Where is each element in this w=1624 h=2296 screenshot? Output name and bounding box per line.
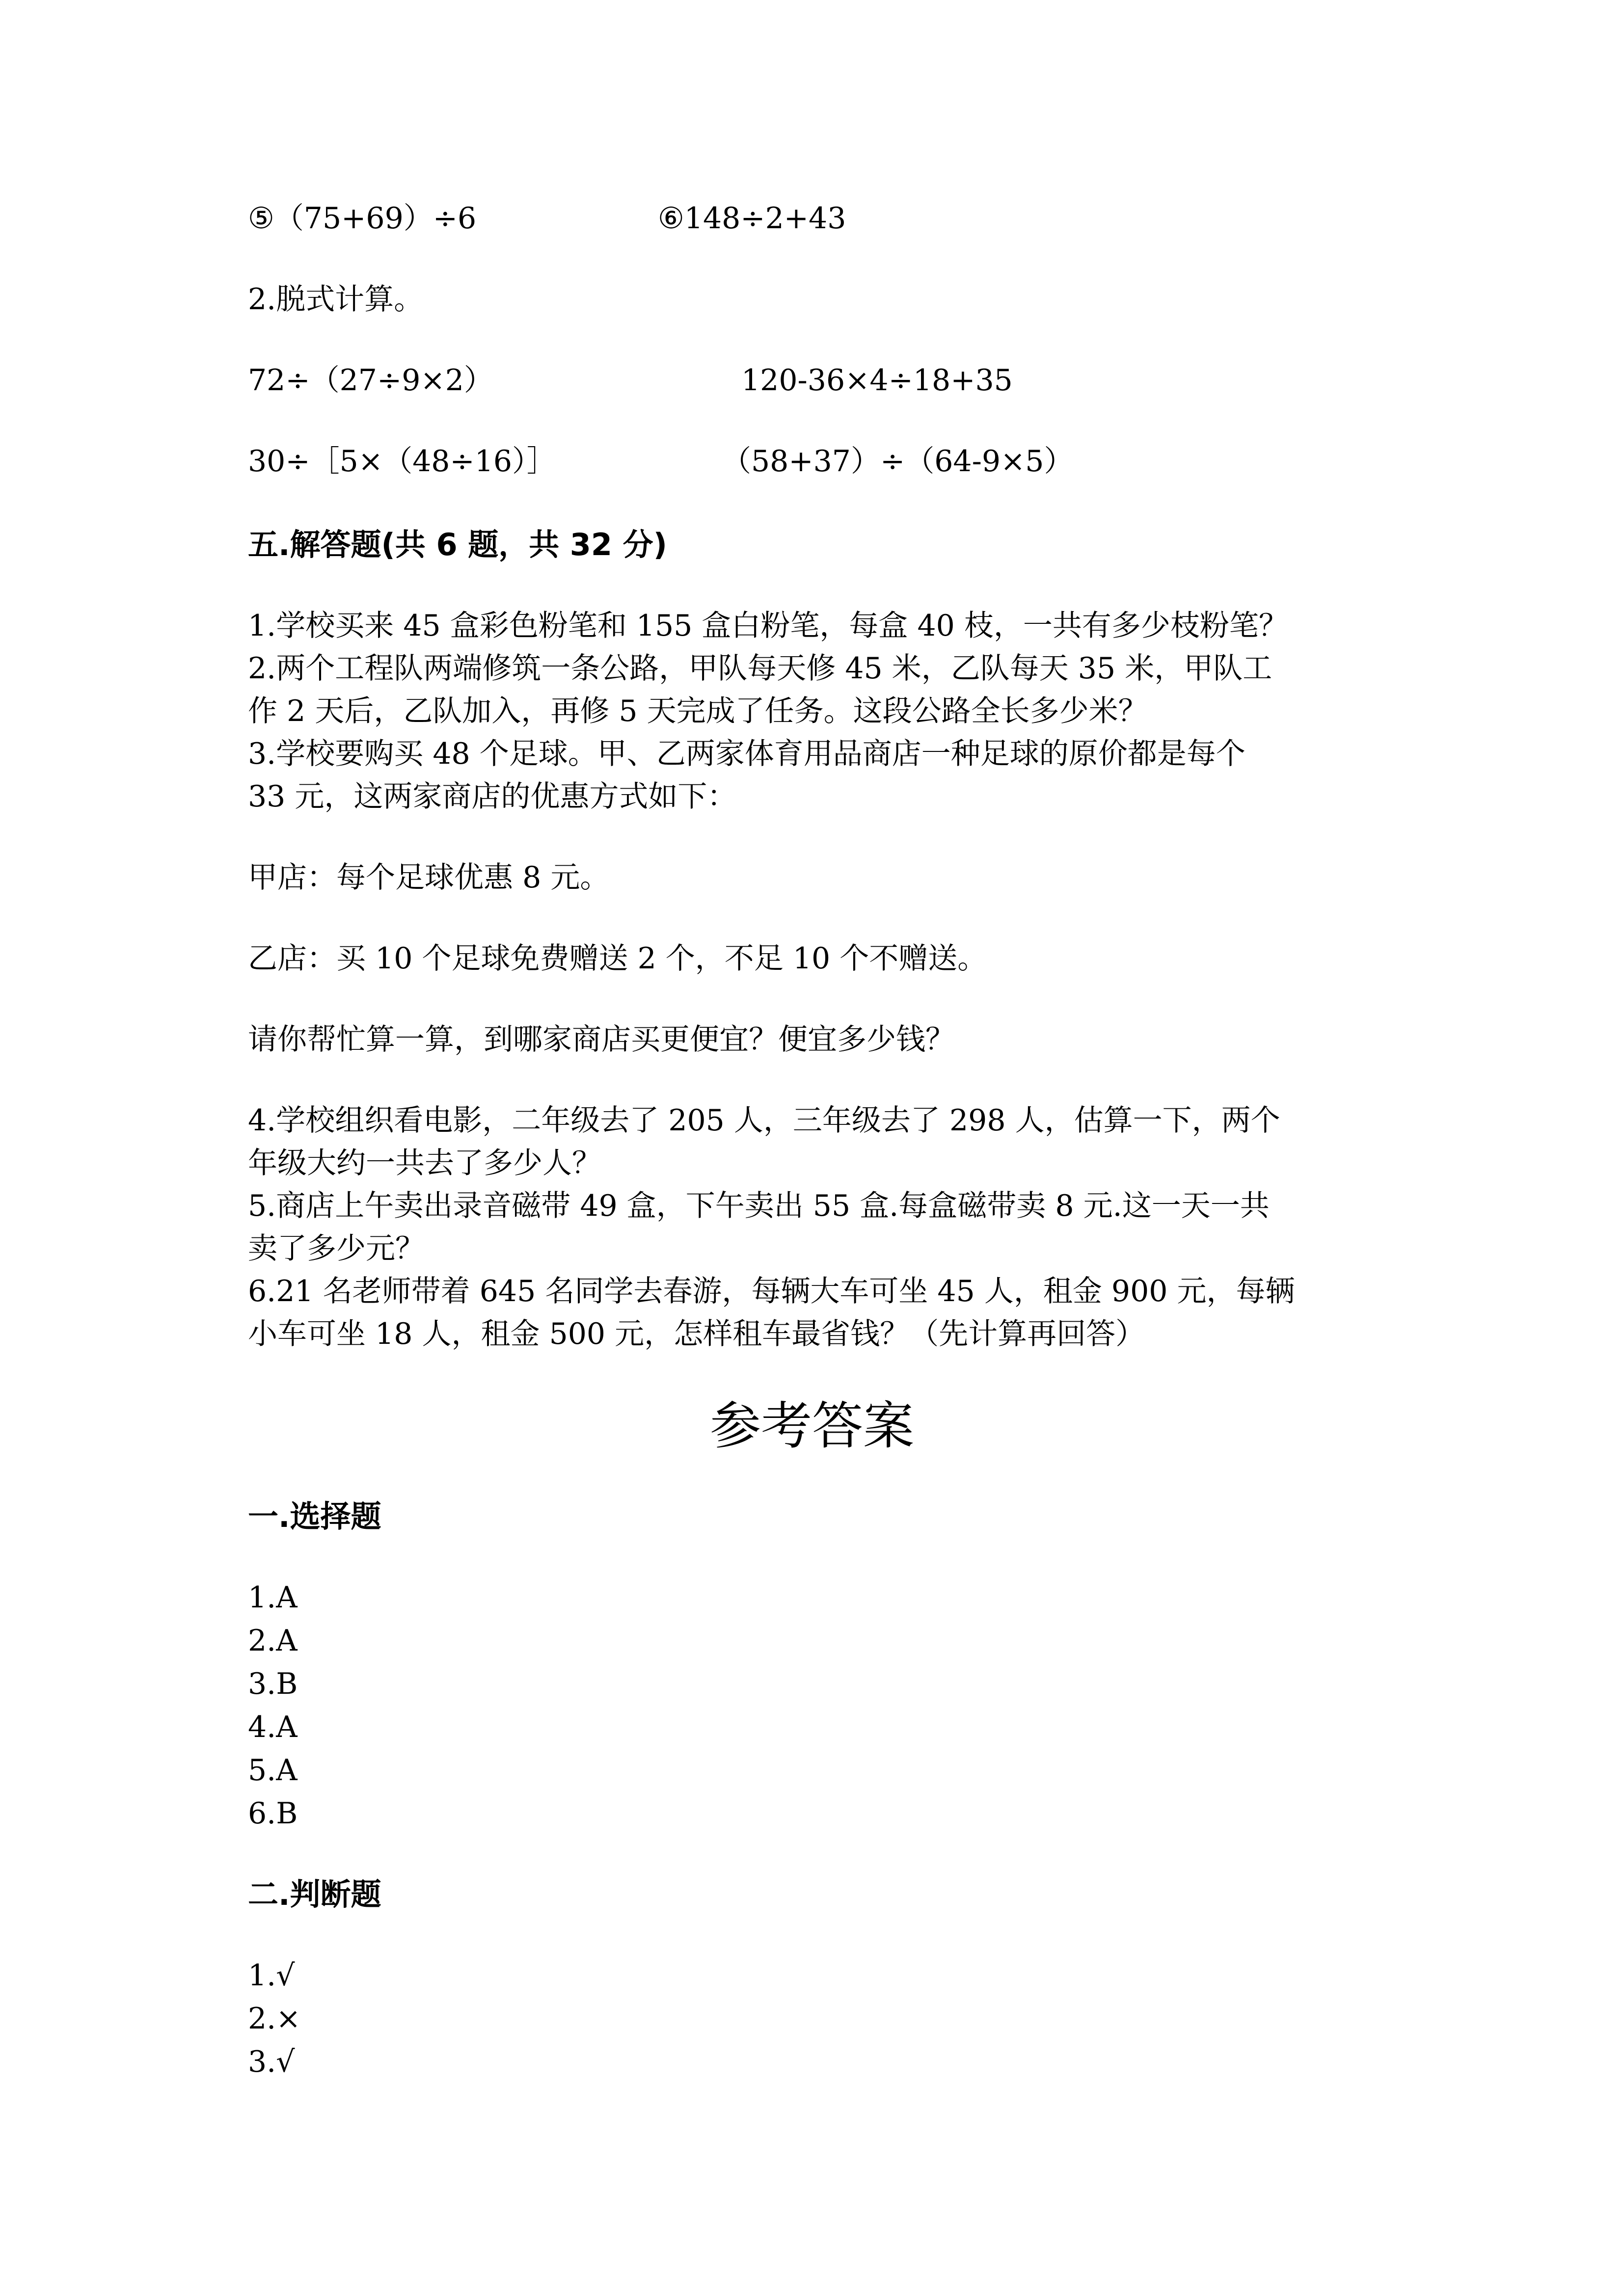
question-3-ask: 请你帮忙算一算，到哪家商店买更便宜？便宜多少钱？: [248, 1022, 955, 1057]
question-3-shop-a: 甲店：每个足球优惠 8 元。: [248, 860, 610, 895]
expr-2b: （58+37）÷（64-9×5）: [722, 444, 1074, 479]
calc-item-5: ⑤（75+69）÷6: [248, 201, 477, 236]
choice-answer: 2.A: [248, 1624, 298, 1658]
question-6-line1: 6.21 名老师带着 645 名同学去春游，每辆大车可坐 45 人，租金 900 元，每辆: [248, 1274, 1295, 1308]
choice-answer: 6.B: [248, 1796, 298, 1831]
choice-answer: 4.A: [248, 1710, 298, 1744]
judge-section-title: 二.判断题: [248, 1876, 381, 1912]
section2-row1: [248, 361, 1377, 400]
expr-2a: 30÷［5×（48÷16）］: [248, 444, 557, 479]
question-2-line2: 作 2 天后，乙队加入，再修 5 天完成了任务。这段公路全长多少米？: [248, 694, 1148, 728]
section2-title: 2.脱式计算。: [248, 282, 424, 317]
choice-section-title: 一.选择题: [248, 1498, 381, 1534]
judge-answer: 2.×: [248, 2002, 301, 2036]
question-4-line1: 4.学校组织看电影，二年级去了 205 人，三年级去了 298 人，估算一下，两个: [248, 1103, 1280, 1138]
question-5-line2: 卖了多少元？: [248, 1231, 425, 1266]
calc-item-6: ⑥148÷2+43: [658, 201, 846, 236]
question-6-line2: 小车可坐 18 人，租金 500 元，怎样租车最省钱？（先计算再回答）: [248, 1317, 1145, 1351]
question-3-shop-b: 乙店：买 10 个足球免费赠送 2 个，不足 10 个不赠送。: [248, 941, 987, 976]
choice-answer: 1.A: [248, 1580, 298, 1615]
choice-answer: 3.B: [248, 1667, 298, 1701]
question-3-line2: 33 元，这两家商店的优惠方式如下：: [248, 779, 737, 814]
question-4-line2: 年级大约一共去了多少人？: [248, 1146, 601, 1180]
answers-title: 参考答案: [709, 1396, 914, 1456]
question-3-line1: 3.学校要购买 48 个足球。甲、乙两家体育用品商店一种足球的原价都是每个: [248, 737, 1245, 771]
section5-title: 五.解答题(共 6 题，共 32 分): [248, 527, 667, 562]
expr-1a: 72÷（27÷9×2）: [248, 363, 493, 398]
question-5-line1: 5.商店上午卖出录音磁带 49 盒，下午卖出 55 盒.每盒磁带卖 8 元.这一天一共: [248, 1189, 1270, 1223]
judge-answer: 3.√: [248, 2045, 295, 2079]
calc-row: [248, 199, 1377, 238]
expr-1b: 120-36×4÷18+35: [741, 363, 1013, 398]
question-1: 1.学校买来 45 盒彩色粉笔和 155 盒白粉笔，每盒 40 枝，一共有多少枝粉笔？: [248, 609, 1288, 643]
section2-row2: [248, 442, 1377, 481]
judge-answer: 1.√: [248, 1958, 295, 1993]
choice-answer: 5.A: [248, 1753, 298, 1788]
question-2-line1: 2.两个工程队两端修筑一条公路，甲队每天修 45 米，乙队每天 35 米，甲队工: [248, 651, 1272, 686]
